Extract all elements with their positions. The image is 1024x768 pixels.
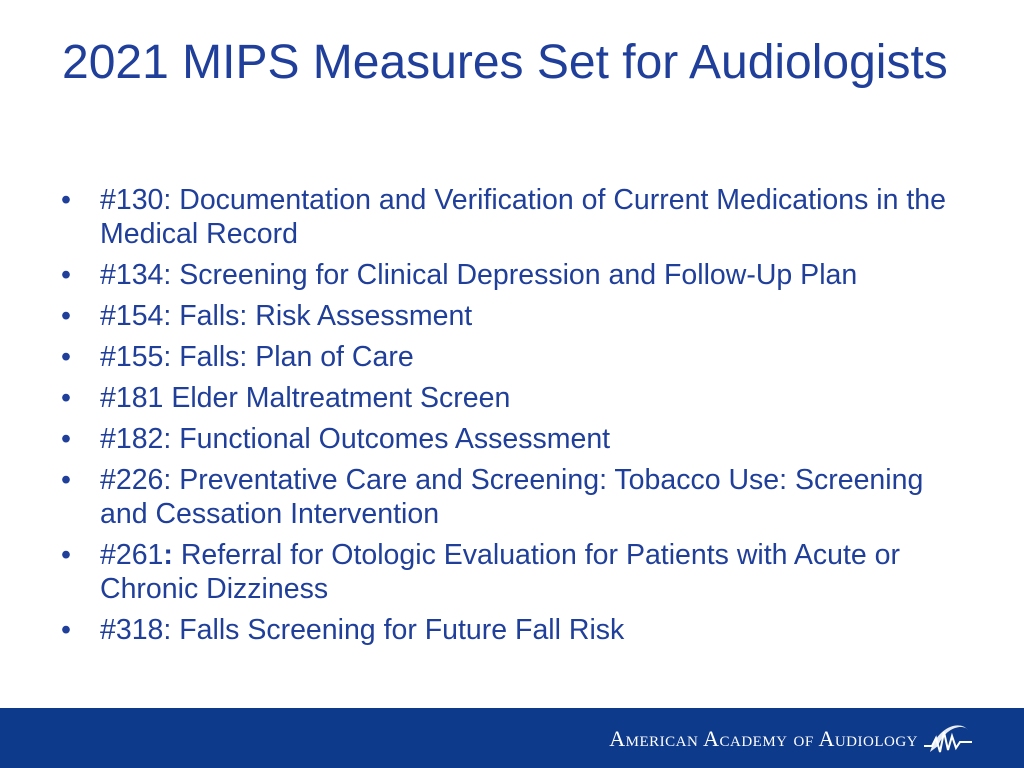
bullet-icon: • bbox=[61, 341, 71, 373]
list-item bbox=[56, 340, 976, 374]
slide-title: 2021 MIPS Measures Set for Audiologists bbox=[62, 36, 948, 89]
measure-description: Referral for Otologic Evaluation for Patients with Acute or Chronic Dizziness bbox=[100, 539, 901, 605]
bullet-icon: • bbox=[61, 614, 71, 646]
list-item bbox=[56, 381, 976, 415]
list-item bbox=[56, 299, 976, 333]
bullet-icon: • bbox=[61, 423, 71, 455]
list-item bbox=[56, 422, 976, 456]
audiology-logo-icon bbox=[924, 716, 972, 760]
bullet-icon: • bbox=[61, 539, 71, 571]
list-item bbox=[56, 463, 976, 531]
measure-text: #226: Preventative Care and Screening: Tobacco Use: Screening and Cessation Intervention bbox=[100, 464, 924, 530]
measure-text bbox=[100, 539, 900, 605]
measure-text: #318: Falls Screening for Future Fall Risk bbox=[100, 614, 625, 646]
measure-text: #154: Falls: Risk Assessment bbox=[100, 300, 473, 332]
measure-text: #134: Screening for Clinical Depression and Follow-Up Plan bbox=[100, 259, 858, 291]
bullet-icon: • bbox=[61, 300, 71, 332]
bullet-icon: • bbox=[61, 184, 71, 216]
list-item bbox=[56, 613, 976, 647]
measure-number: #261 bbox=[100, 539, 164, 571]
organization-name: American Academy of Audiology bbox=[609, 726, 918, 751]
measure-text: #182: Functional Outcomes Assessment bbox=[100, 423, 611, 455]
footer-bar bbox=[0, 708, 1024, 768]
list-item bbox=[56, 258, 976, 292]
bullet-icon: • bbox=[61, 382, 71, 414]
bullet-icon: • bbox=[61, 464, 71, 496]
measure-colon: : bbox=[163, 539, 173, 571]
bullet-icon: • bbox=[61, 259, 71, 291]
list-item bbox=[56, 183, 976, 251]
list-item bbox=[56, 538, 976, 606]
measures-list bbox=[56, 183, 976, 654]
measure-text: #181 Elder Maltreatment Screen bbox=[100, 382, 511, 414]
measure-text: #130: Documentation and Verification of Current Medications in the Medical Record bbox=[100, 184, 946, 250]
measure-text: #155: Falls: Plan of Care bbox=[100, 341, 414, 373]
